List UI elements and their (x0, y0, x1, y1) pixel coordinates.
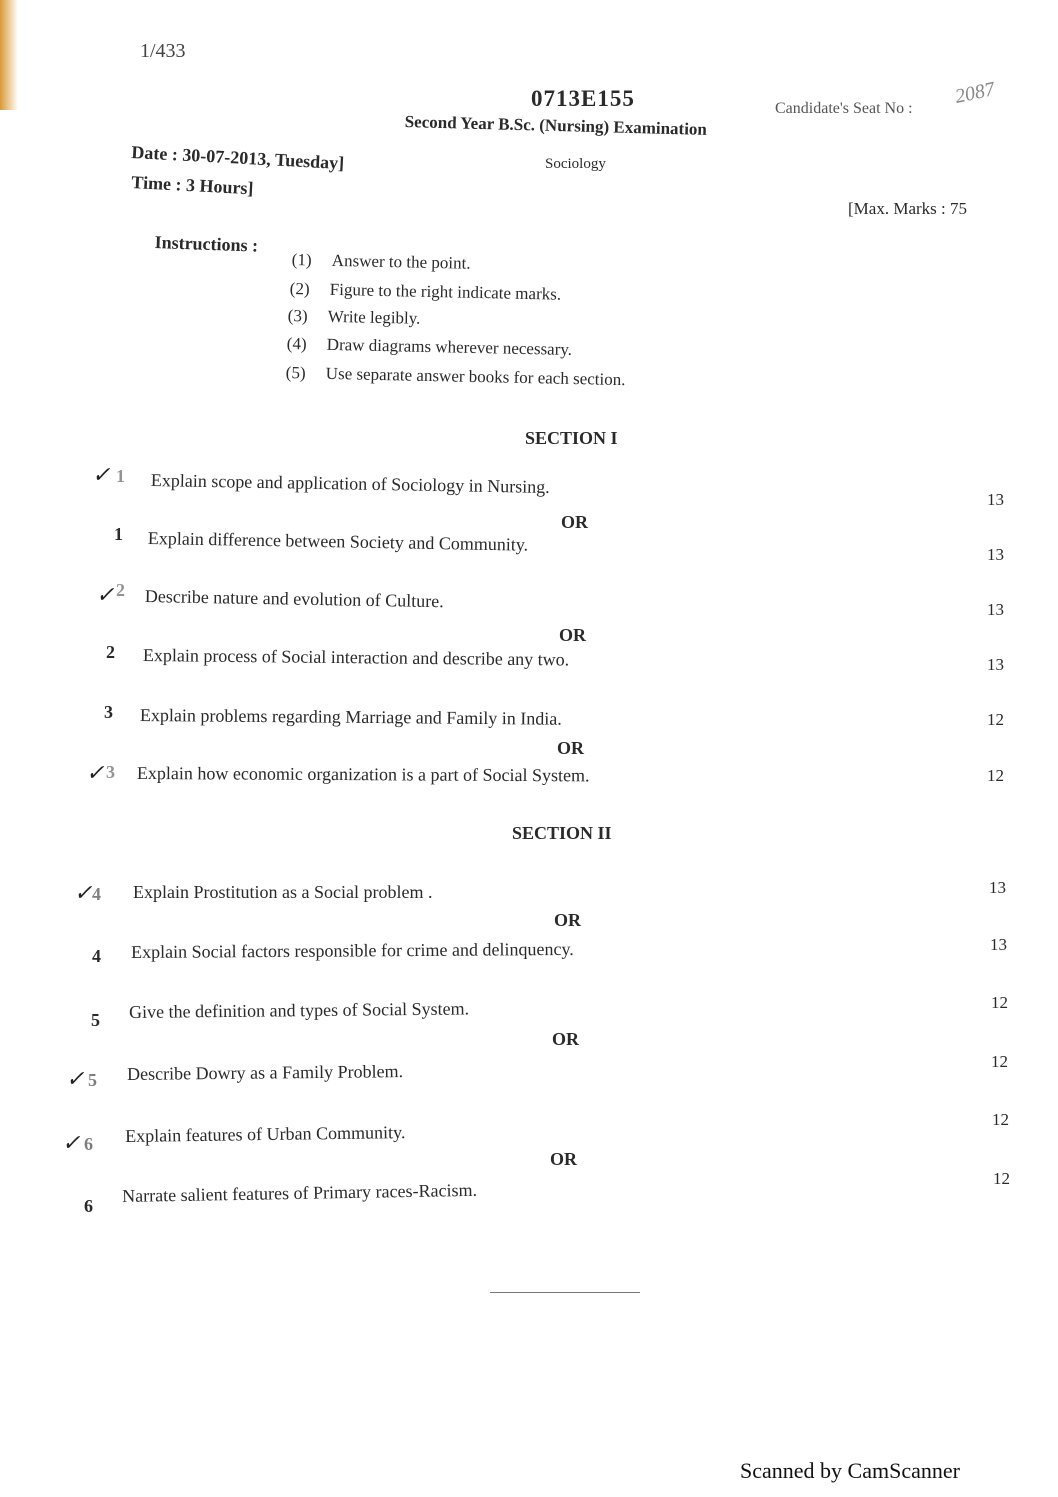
instruction-number: (3) (287, 306, 308, 326)
question-text: Explain scope and application of Sociology in Nursing. (150, 470, 550, 497)
question-number: 4 (92, 946, 101, 966)
question-number: 1 (114, 524, 123, 544)
handwritten-tick-mark: ✓ (66, 1066, 85, 1091)
instruction-item (288, 306, 421, 329)
handwritten-tick-mark: ✓ (74, 880, 93, 905)
or-label: OR (557, 738, 584, 758)
question-marks: 13 (990, 935, 1007, 954)
question-number: 2 (116, 580, 125, 600)
question-marks: 12 (987, 766, 1004, 785)
question-text: Narrate salient features of Primary races-Racism. (122, 1179, 478, 1206)
question-number: 3 (106, 762, 115, 782)
handwritten-tick-mark: ✓ (92, 462, 111, 487)
handwritten-tick-mark: ✓ (96, 582, 115, 607)
paper-code: 0713E155 (531, 86, 635, 111)
question-number: 3 (104, 702, 113, 722)
or-label: OR (561, 512, 588, 532)
question-text: Describe nature and evolution of Culture. (144, 586, 444, 612)
instruction-number: (2) (289, 279, 310, 299)
instruction-item (286, 363, 626, 390)
exam-date: Date : 30-07-2013, Tuesday] (130, 142, 345, 174)
section-title: SECTION I (525, 428, 618, 448)
instruction-item (292, 250, 471, 274)
instruction-item (287, 334, 573, 360)
or-label: OR (550, 1149, 577, 1169)
subject-name: Sociology (545, 156, 606, 172)
question-text: Explain how economic organization is a part of Social System. (136, 763, 590, 786)
question-marks: 12 (991, 1052, 1008, 1071)
question-text: Explain Prostitution as a Social problem . (133, 882, 433, 902)
question-number: 2 (106, 642, 115, 662)
instruction-text: Use separate answer books for each section. (325, 363, 626, 390)
question-number: 5 (88, 1070, 97, 1090)
question-text: Explain process of Social interaction and describe any two. (142, 645, 570, 670)
question-number: 6 (84, 1196, 93, 1216)
question-marks: 13 (987, 655, 1004, 674)
exam-time: Time : 3 Hours] (130, 172, 255, 199)
question-marks: 13 (987, 545, 1004, 564)
question-marks: 12 (987, 710, 1004, 729)
question-marks: 12 (991, 993, 1008, 1012)
instruction-text: Draw diagrams wherever necessary. (326, 334, 573, 359)
exam-title: Second Year B.Sc. (Nursing) Examination (404, 112, 708, 139)
or-label: OR (552, 1029, 579, 1049)
instruction-number: (4) (286, 334, 307, 354)
end-of-paper-rule (490, 1292, 640, 1293)
question-number: 6 (84, 1134, 93, 1154)
question-number: 5 (91, 1010, 100, 1030)
question-text: Describe Dowry as a Family Problem. (127, 1061, 404, 1084)
question-marks: 12 (992, 1110, 1009, 1129)
page-edge-stain (0, 0, 18, 110)
seat-number-label: Candidate's Seat No : (775, 100, 913, 117)
instruction-text: Figure to the right indicate marks. (329, 279, 562, 304)
instruction-number: (1) (291, 250, 312, 270)
question-number: 4 (92, 884, 101, 904)
question-marks: 13 (989, 878, 1006, 897)
or-label: OR (554, 910, 581, 930)
question-text: Explain features of Urban Community. (125, 1122, 406, 1146)
instruction-number: (5) (285, 363, 306, 383)
instructions-label: Instructions : (154, 232, 259, 256)
instruction-text: Answer to the point. (331, 250, 471, 273)
instruction-item (290, 279, 562, 305)
question-text: Explain difference between Society and Community. (147, 528, 529, 555)
page-number: 1/433 (140, 40, 186, 62)
handwritten-tick-mark: ✓ (86, 760, 105, 785)
handwritten-tick-mark: ✓ (62, 1130, 81, 1155)
or-label: OR (559, 625, 586, 645)
question-marks: 13 (987, 600, 1004, 619)
question-marks: 12 (993, 1169, 1010, 1188)
question-text: Explain problems regarding Marriage and Family in India. (139, 705, 562, 729)
question-text: Explain Social factors responsible for crime and delinquency. (131, 938, 574, 962)
instruction-text: Write legibly. (327, 306, 421, 328)
question-marks: 13 (987, 490, 1004, 509)
scanner-watermark: Scanned by CamScanner (740, 1458, 960, 1483)
seat-number-handwritten: 2087 (953, 78, 997, 108)
max-marks: [Max. Marks : 75 (848, 199, 967, 218)
question-number: 1 (116, 466, 125, 486)
question-text: Give the definition and types of Social System. (129, 998, 470, 1022)
section-title: SECTION II (512, 823, 612, 843)
